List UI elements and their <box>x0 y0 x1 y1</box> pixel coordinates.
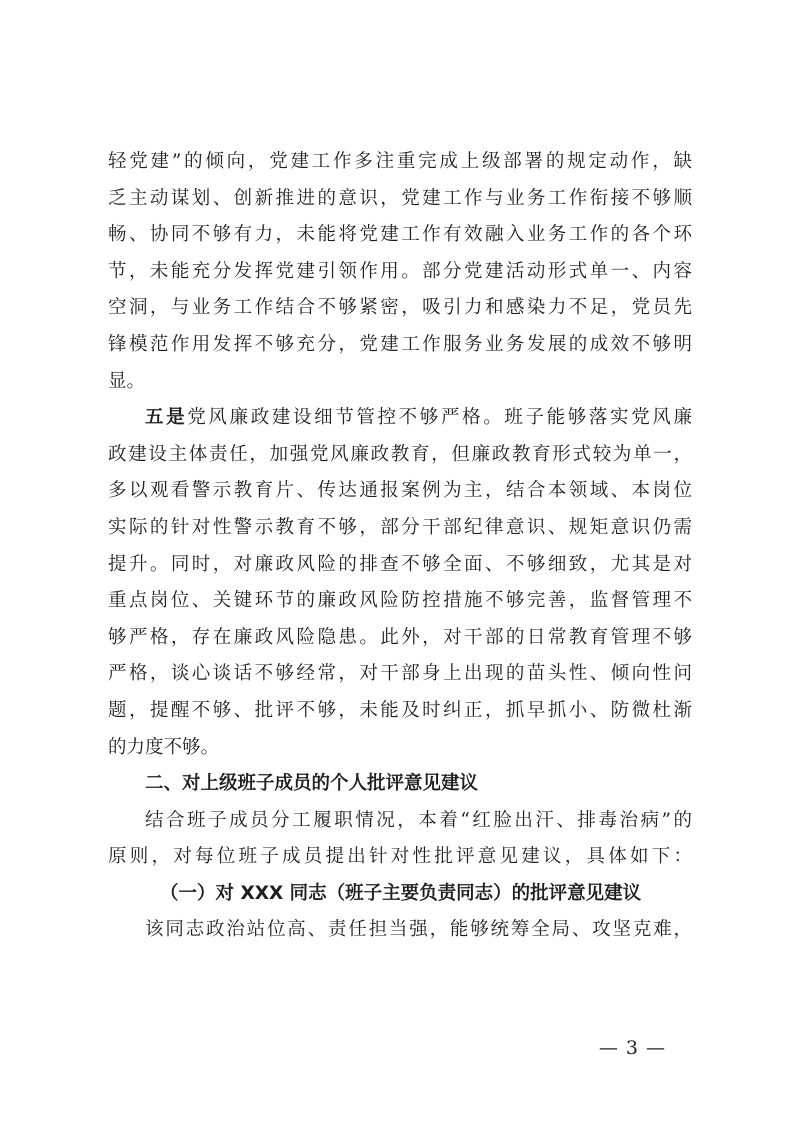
text-line: 空洞，与业务工作结合不够紧密，吸引力和感染力不足，党员先 <box>108 297 692 319</box>
text-line: 提升。同时，对廉政风险的排查不够全面、不够细致，尤其是对 <box>108 553 692 575</box>
text-line: 重点岗位、关键环节的廉政风险防控措施不够完善，监督管理不 <box>108 590 692 612</box>
document-body <box>108 144 692 949</box>
text-line: 政建设主体责任，加强党风廉政教育，但廉政教育形式较为单一， <box>108 443 692 465</box>
text-line: 多以观看警示教育片、传达通报案例为主，结合本领域、本岗位 <box>108 480 692 502</box>
section-heading: 二、对上级班子成员的个人批评意见建议 <box>145 773 479 795</box>
text-line: 结合班子成员分工履职情况，本着“红脸出汗、排毒治病”的 <box>145 809 692 831</box>
text-line: 节，未能充分发挥党建引领作用。部分党建活动形式单一、内容 <box>108 260 692 282</box>
text-line: 乏主动谋划、创新推进的意识，党建工作与业务工作衔接不够顺 <box>108 187 692 209</box>
point-lead: 五是 <box>145 407 188 429</box>
text-line: 的力度不够。 <box>108 736 220 758</box>
text-line: 实际的针对性警示教育不够，部分干部纪律意识、规矩意识仍需 <box>108 516 692 538</box>
text-line: 显。 <box>108 370 146 392</box>
sub-heading: （一）对 XXX 同志（班子主要负责同志）的批评意见建议 <box>160 882 642 904</box>
text-line: 题，提醒不够、批评不够，未能及时纠正，抓早抓小、防微杜渐 <box>108 699 692 721</box>
text-line: 锋模范作用发挥不够充分，党建工作服务业务发展的成效不够明 <box>108 333 692 355</box>
text-line: 畅、协同不够有力，未能将党建工作有效融入业务工作的各个环 <box>108 224 692 246</box>
paragraph-comrade <box>108 912 692 949</box>
text-line: 原则，对每位班子成员提出针对性批评意见建议，具体如下： <box>108 846 692 868</box>
text-line: 轻党建”的倾向，党建工作多注重完成上级部署的规定动作，缺 <box>108 151 692 172</box>
text-line: 该同志政治站位高、责任担当强，能够统筹全局、攻坚克难， <box>145 919 692 941</box>
page-number: — 3 — <box>598 1037 666 1059</box>
paragraph-integrity <box>108 400 692 766</box>
text-line <box>108 400 692 437</box>
text-line: 严格，谈心谈话不够经常，对干部身上出现的苗头性、倾向性问 <box>108 663 692 685</box>
paragraph-party-building <box>108 144 692 400</box>
text-line: 够严格，存在廉政风险隐患。此外，对干部的日常教育管理不够 <box>108 626 692 648</box>
paragraph-intro <box>108 803 692 876</box>
point-title: 党风廉政建设细节管控不够严格。班子能够落实党风廉 <box>187 407 692 429</box>
